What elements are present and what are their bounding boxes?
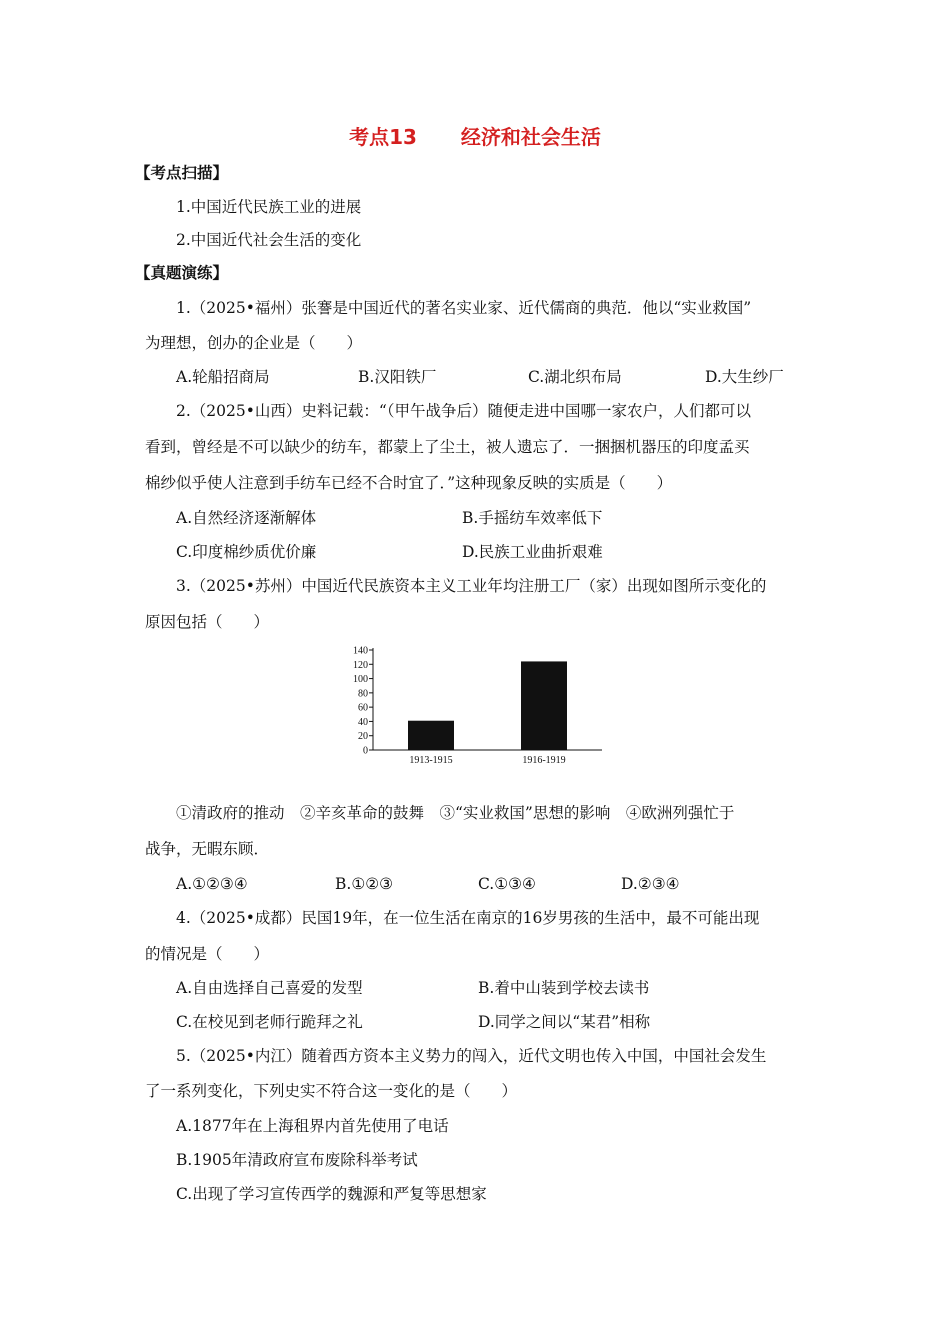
q3-statements-line1: ①清政府的推动 ②辛亥革命的鼓舞 ③“实业救国”思想的影响 ④欧洲列强忙于 xyxy=(176,804,735,822)
title-name: 经济和社会生活 xyxy=(460,125,601,149)
q3-statements-line2: 战争，无暇东顾． xyxy=(145,840,270,858)
q3-option-d: D.②③④ xyxy=(621,875,680,893)
factory-bar-chart xyxy=(340,640,610,772)
q4-stem-line1: 4.（2025•成都）民国19年，在一位生活在南京的16岁男孩的生活中，最不可能出现 xyxy=(176,909,760,927)
bars xyxy=(408,661,567,750)
y-tick-label: 120 xyxy=(353,659,368,671)
y-tick-label: 0 xyxy=(363,745,368,757)
scan-header: 【考点扫描】 xyxy=(135,163,229,182)
scan-item-2: 2.中国近代社会生活的变化 xyxy=(176,231,362,249)
q2-stem-line2: 看到，曾经是不可以缺少的纺车，都蒙上了尘土，被人遗忘了．一捆捆机器压的印度孟买 xyxy=(145,438,750,456)
q2-stem-line1: 2.（2025•山西）史料记载：“（甲午战争后）随便走进中国哪一家农户，人们都可以 xyxy=(176,402,752,420)
q5-option-a: A.1877年在上海租界内首先使用了电话 xyxy=(176,1117,449,1135)
practice-header: 【真题演练】 xyxy=(135,263,229,282)
bar-1916-1919 xyxy=(521,661,567,750)
q2-option-a: A.自然经济逐渐解体 xyxy=(176,509,317,527)
q1-option-b: B.汉阳铁厂 xyxy=(358,368,437,386)
q4-option-a: A.自由选择自己喜爱的发型 xyxy=(176,979,363,997)
q2-option-b: B.手摇纺车效率低下 xyxy=(462,509,603,527)
y-tick-label: 80 xyxy=(358,688,368,700)
q4-option-d: D.同学之间以“某君”相称 xyxy=(478,1013,651,1031)
y-tick-label: 40 xyxy=(358,716,368,728)
q3-stem-line2: 原因包括（ ） xyxy=(145,613,270,631)
q2-option-c: C.印度棉纱质优价廉 xyxy=(176,543,317,561)
page-title xyxy=(0,124,950,150)
q1-option-a: A.轮船招商局 xyxy=(176,368,270,386)
x-axis-labels xyxy=(409,755,565,766)
q2-option-d: D.民族工业曲折艰难 xyxy=(462,543,603,561)
q3-option-c: C.①③④ xyxy=(478,875,536,893)
y-tick-label: 100 xyxy=(353,674,368,686)
q5-option-c: C.出现了学习宣传西学的魏源和严复等思想家 xyxy=(176,1185,487,1203)
y-axis-ticks xyxy=(353,646,373,757)
q4-option-c: C.在校见到老师行跪拜之礼 xyxy=(176,1013,363,1031)
q5-stem-line2: 了一系列变化，下列史实不符合这一变化的是（ ） xyxy=(145,1082,518,1100)
y-tick-label: 20 xyxy=(358,731,368,743)
title-code: 考点13 xyxy=(349,125,417,149)
y-tick-label: 60 xyxy=(358,702,368,714)
y-tick-label: 140 xyxy=(353,645,368,657)
q5-option-b: B.1905年清政府宣布废除科举考试 xyxy=(176,1151,418,1169)
q5-stem-line1: 5.（2025•内江）随着西方资本主义势力的闯入，近代文明也传入中国，中国社会发生 xyxy=(176,1047,767,1065)
q1-option-c: C.湖北织布局 xyxy=(528,368,622,386)
x-tick-label: 1913-1915 xyxy=(409,755,453,766)
scan-item-1: 1.中国近代民族工业的进展 xyxy=(176,198,362,216)
q4-stem-line2: 的情况是（ ） xyxy=(145,945,270,963)
q1-option-d: D.大生纱厂 xyxy=(705,368,784,386)
q3-stem-line1: 3.（2025•苏州）中国近代民族资本主义工业年均注册工厂（家）出现如图所示变化的 xyxy=(176,577,767,595)
x-tick-label: 1916-1919 xyxy=(522,755,566,766)
q4-option-b: B.着中山装到学校去读书 xyxy=(478,979,650,997)
q3-option-a: A.①②③④ xyxy=(176,875,248,893)
q2-stem-line3: 棉纱似乎使人注意到手纺车已经不合时宜了．”这种现象反映的实质是（ ） xyxy=(145,474,673,492)
q1-stem-line2: 为理想，创办的企业是（ ） xyxy=(145,334,363,352)
bar-1913-1915 xyxy=(408,721,454,750)
q3-option-b: B.①②③ xyxy=(335,875,394,893)
q1-stem-line1: 1.（2025•福州）张謇是中国近代的著名实业家、近代儒商的典范．他以“实业救国” xyxy=(176,299,752,317)
